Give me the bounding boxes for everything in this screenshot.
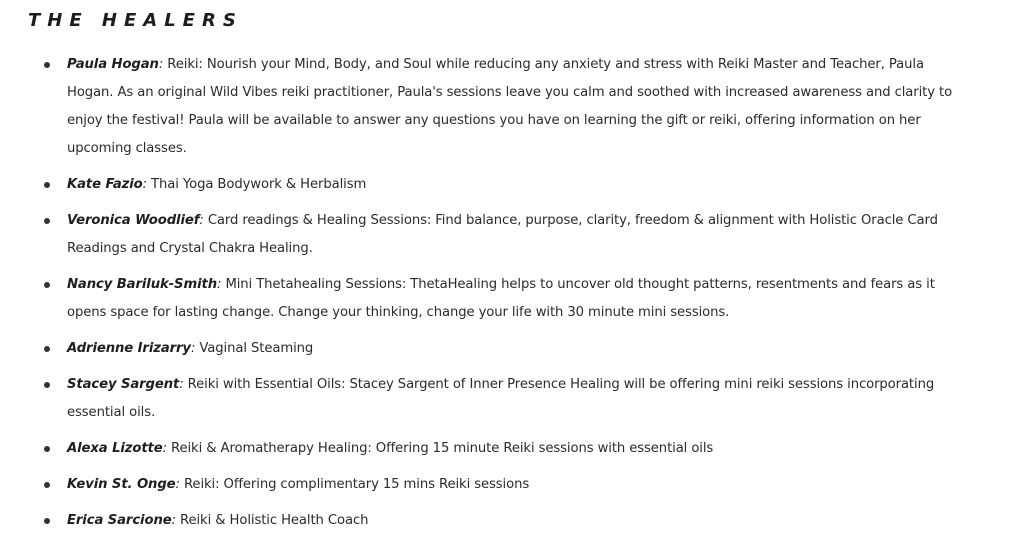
list-item (0, 471, 1013, 499)
bullet-icon (44, 482, 50, 488)
healer-description: Mini Thetahealing Sessions: ThetaHealing helps to uncover old thought patterns, resentments and fears as it opens space for lasting change. Change your thinking, change your life with 30 minute mini sessions. (67, 277, 935, 320)
healer-separator: : (199, 213, 204, 228)
bullet-icon (44, 218, 50, 224)
bullet-icon (44, 382, 50, 388)
healer-name: Nancy Bariluk-Smith (67, 277, 218, 292)
healer-separator: : (142, 177, 147, 192)
list-item (0, 271, 1013, 327)
healer-description: Reiki: Offering complimentary 15 mins Reiki sessions (179, 477, 530, 492)
healer-description: Reiki & Aromatherapy Healing: Offering 15 minute Reiki sessions with essential oils (166, 441, 714, 456)
list-item (0, 335, 1013, 363)
healer-separator: : (158, 57, 164, 72)
healer-separator: : (217, 277, 222, 292)
healer-separator: : (162, 441, 167, 456)
healer-name: Stacey Sargent (67, 377, 180, 392)
healer-separator: : (179, 377, 184, 392)
healer-separator: : (171, 513, 176, 528)
healer-name: Adrienne Irizarry (67, 341, 191, 356)
healers-list (0, 51, 1013, 543)
healer-description: Reiki with Essential Oils: Stacey Sargent of Inner Presence Healing will be offering mini reiki sessions incorporating essential oils. (67, 377, 935, 420)
healer-name: Alexa Lizotte (67, 441, 163, 456)
healer-description: Reiki & Holistic Health Coach (175, 513, 369, 528)
bullet-icon (44, 518, 50, 524)
healer-description: Card readings & Healing Sessions: Find balance, purpose, clarity, freedom & alignment with Holistic Oracle Card Readings and Crystal Chakra Healing. (67, 213, 938, 256)
healer-name: Kate Fazio (67, 177, 143, 192)
list-item (0, 51, 1013, 163)
bullet-icon (44, 346, 50, 352)
healer-separator: : (190, 341, 196, 356)
bullet-icon (44, 62, 50, 68)
list-item (0, 371, 1013, 427)
bullet-icon (44, 282, 50, 288)
bullet-icon (44, 182, 50, 188)
section-title: THE HEALERS (28, 10, 243, 31)
list-item (0, 207, 1013, 263)
healer-name: Paula Hogan (67, 57, 159, 72)
healer-name: Veronica Woodlief (67, 213, 200, 228)
list-item (0, 171, 1013, 199)
healer-name: Kevin St. Onge (67, 477, 176, 492)
healer-description: Vaginal Steaming (195, 341, 314, 356)
list-item (0, 435, 1013, 463)
healer-separator: : (175, 477, 180, 492)
healer-description: Reiki: Nourish your Mind, Body, and Soul while reducing any anxiety and stress with Reiki Master and Teacher, Paula Hogan. As an original Wild Vibes reiki practitioner, Paula's sessions leave you calm and soothed with increased awareness and clarity to enjoy the festival! Paula will be available to answer any questions you have on learning the gift or reiki, offering information on her upcoming classes. (67, 57, 953, 156)
healer-description: Thai Yoga Bodywork & Herbalism (146, 177, 367, 192)
healer-name: Erica Sarcione (67, 513, 172, 528)
bullet-icon (44, 446, 50, 452)
list-item (0, 507, 1013, 535)
